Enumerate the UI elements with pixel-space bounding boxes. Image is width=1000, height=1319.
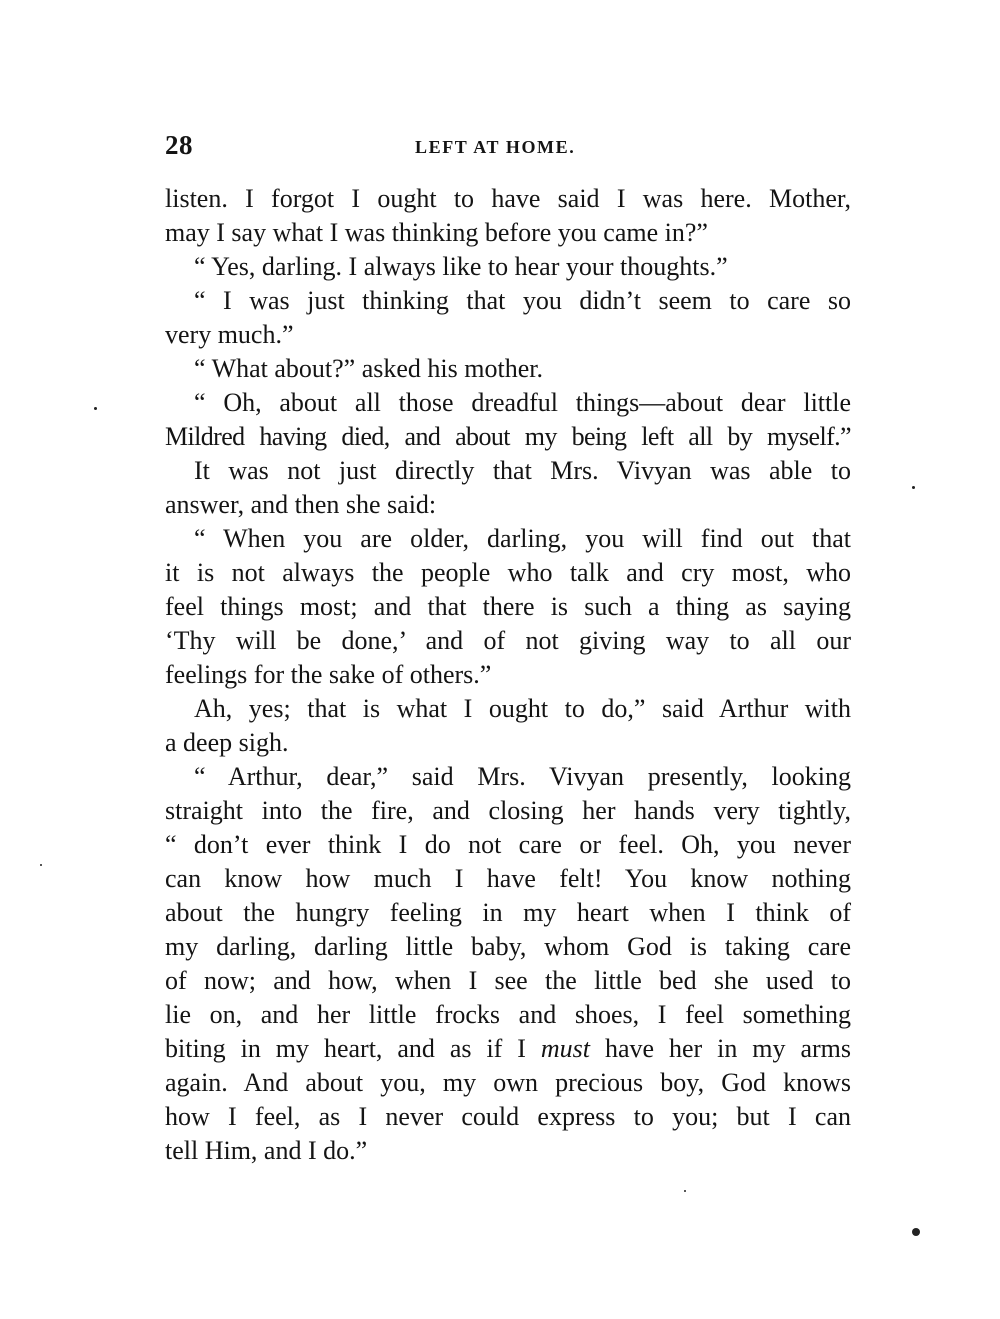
- text-line: “ Arthur, dear,” said Mrs. Vivyan presently, looking: [194, 762, 851, 791]
- text-line: about the hungry feeling in my heart when I think of: [165, 898, 851, 927]
- text-line: “ When you are older, darling, you will find out that: [194, 524, 851, 553]
- text-line: listen. I forgot I ought to have said I was here. Mother,: [165, 184, 851, 213]
- text-line: “ What about?” asked his mother.: [194, 354, 543, 383]
- text-line: answer, and then she said:: [165, 490, 437, 519]
- text-line: how I feel, as I never could express to you; but I can: [165, 1102, 851, 1131]
- text-line-with-emphasis: [165, 1032, 851, 1066]
- text-line: “ Oh, about all those dreadful things—about dear little: [194, 388, 851, 417]
- scan-speck: [912, 1228, 920, 1236]
- text-line: my darling, darling little baby, whom God is taking care: [165, 932, 851, 961]
- scan-speck: [94, 407, 97, 410]
- page-number: 28: [165, 130, 193, 160]
- text-line: tell Him, and I do.”: [165, 1136, 368, 1165]
- text-line: very much.”: [165, 320, 294, 349]
- text-line: It was not just directly that Mrs. Vivyan was able to: [194, 456, 851, 485]
- scan-speck: [40, 864, 42, 866]
- emphasized-word: must: [540, 1034, 591, 1063]
- scan-speck: [684, 1190, 686, 1192]
- text-line: feel things most; and that there is such a thing as saying: [165, 592, 851, 621]
- text-segment: have her in my arms: [590, 1034, 852, 1063]
- body-text: [165, 182, 851, 1168]
- text-line: can know how much I have felt! You know nothing: [165, 864, 851, 893]
- text-line: it is not always the people who talk and cry most, who: [165, 558, 851, 587]
- text-line: may I say what I was thinking before you came in?”: [165, 218, 708, 247]
- page-header: [165, 130, 855, 160]
- text-segment: biting in my heart, and as if I: [165, 1034, 541, 1063]
- text-line: straight into the fire, and closing her hands very tightly,: [165, 796, 851, 825]
- text-line: Mildred having died, and about my being left all by myself.”: [165, 422, 851, 451]
- text-line: lie on, and her little frocks and shoes, I feel something: [165, 1000, 851, 1029]
- scan-speck: [912, 486, 915, 489]
- text-line: a deep sigh.: [165, 728, 289, 757]
- text-line: “ don’t ever think I do not care or feel. Oh, you never: [165, 830, 851, 859]
- text-line: of now; and how, when I see the little bed she used to: [165, 966, 851, 995]
- text-line: “ I was just thinking that you didn’t seem to care so: [194, 286, 851, 315]
- text-line: ‘Thy will be done,’ and of not giving way to all our: [165, 626, 851, 655]
- running-title: LEFT AT HOME.: [415, 137, 576, 157]
- text-line: “ Yes, darling. I always like to hear your thoughts.”: [194, 252, 728, 281]
- text-line: Ah, yes; that is what I ought to do,” said Arthur with: [194, 694, 851, 723]
- text-line: again. And about you, my own precious boy, God knows: [165, 1068, 851, 1097]
- text-line: feelings for the sake of others.”: [165, 660, 492, 689]
